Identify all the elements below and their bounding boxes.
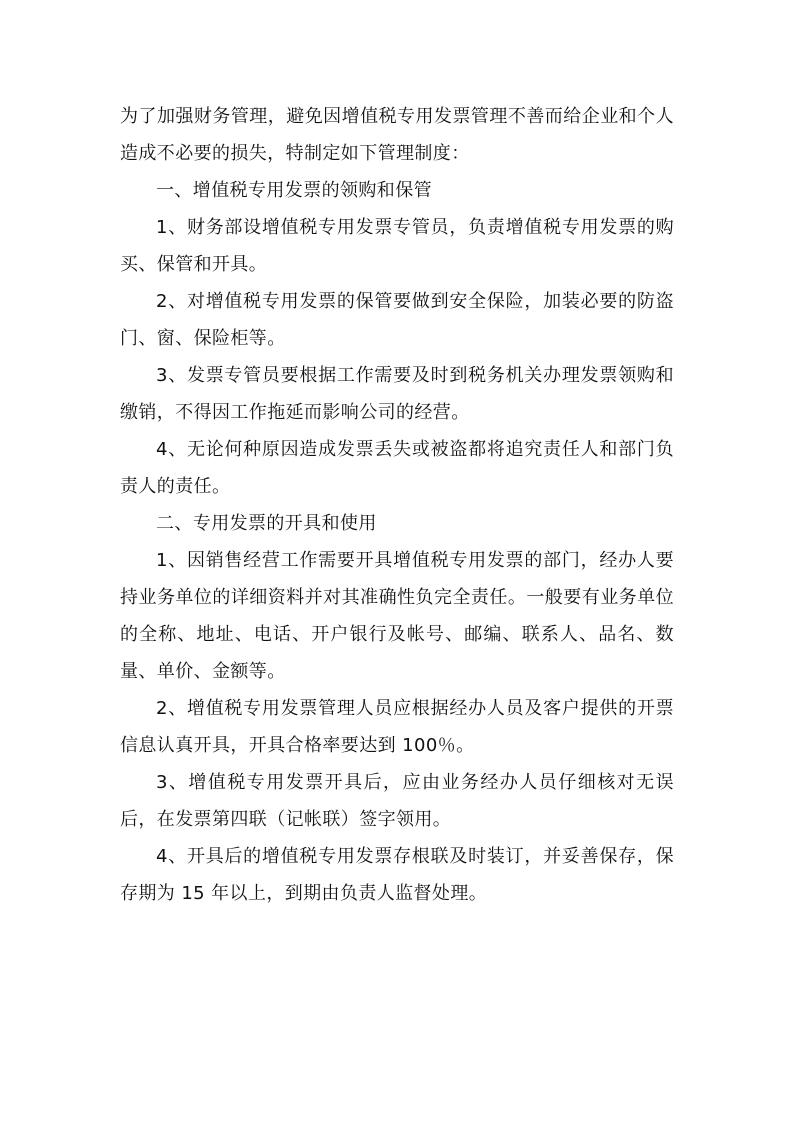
paragraph-2-4: 4、开具后的增值税专用发票存根联及时装订，并妥善保存，保存期为 15 年以上，到期由负责人监督处理。 — [120, 846, 674, 904]
intro-paragraph: 为了加强财务管理，避免因增值税专用发票管理不善而给企业和个人造成不必要的损失，特制定如下管理制度： — [120, 106, 674, 164]
section-heading-1: 一、增值税专用发票的领购和保管 — [156, 180, 432, 201]
section-heading-2: 二、专用发票的开具和使用 — [156, 513, 377, 534]
paragraph-2-2: 2、增值税专用发票管理人员应根据经办人员及客户提供的开票信息认真开具，开具合格率要达到 100％。 — [120, 698, 674, 756]
paragraph-2-1: 1、因销售经营工作需要开具增值税专用发票的部门，经办人要持业务单位的详细资料并对其准确性负完全责任。一般要有业务单位的全称、地址、电话、开户银行及帐号、邮编、联系人、品名、数量、单价、金额等。 — [120, 550, 674, 682]
paragraph-1-4: 4、无论何种原因造成发票丢失或被盗都将追究责任人和部门负责人的责任。 — [120, 439, 674, 497]
paragraph-1-3: 3、发票专管员要根据工作需要及时到税务机关办理发票领购和缴销，不得因工作拖延而影响公司的经营。 — [120, 365, 674, 423]
document-body — [120, 98, 674, 912]
paragraph-1-1: 1、财务部设增值税专用发票专管员，负责增值税专用发票的购买、保管和开具。 — [120, 217, 674, 275]
paragraph-1-2: 2、对增值税专用发票的保管要做到安全保险，加装必要的防盗门、窗、保险柜等。 — [120, 291, 674, 349]
paragraph-2-3: 3、增值税专用发票开具后，应由业务经办人员仔细核对无误后，在发票第四联（记帐联）签字领用。 — [120, 772, 674, 830]
